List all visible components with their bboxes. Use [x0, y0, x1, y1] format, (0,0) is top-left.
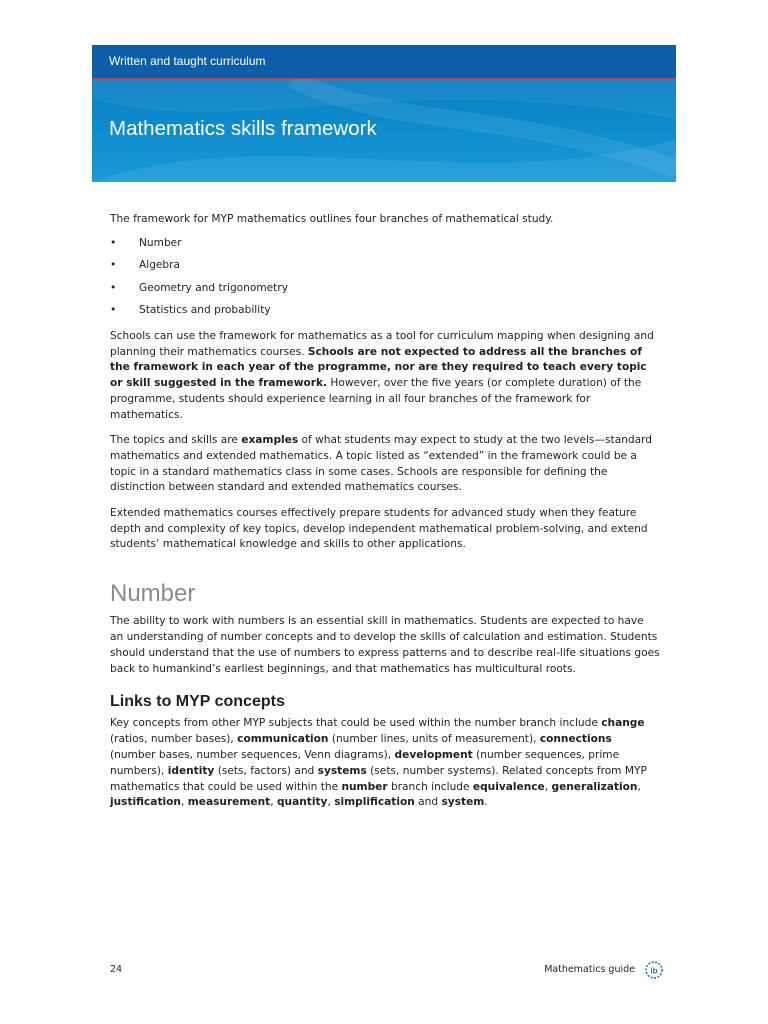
branches-list — [110, 236, 660, 326]
list-item — [110, 281, 660, 304]
text-span: Key concepts from other MYP subjects that could be used within the number branch include — [110, 717, 602, 730]
text-span: Schools can use the framework for mathematics as a tool for curriculum mapping when designing and planning their mathematics courses. — [110, 329, 654, 358]
header-banner — [92, 45, 676, 182]
text-span: , — [637, 780, 641, 793]
text-span: and — [414, 796, 442, 809]
ib-logo-icon — [645, 961, 663, 979]
related-concept: measurement — [187, 796, 271, 809]
related-concept: justification — [110, 796, 181, 809]
branch-label: Statistics and probability — [139, 304, 271, 317]
subheading-links: Links to MYP concepts — [110, 693, 285, 711]
text-span: , — [544, 780, 552, 793]
bullet: • — [110, 304, 117, 317]
intro-paragraph: The framework for MYP mathematics outlines four branches of mathematical study. — [110, 213, 554, 225]
bullet: • — [110, 259, 117, 272]
text-span: of what students may expect to study at the two levels—standard mathematics and extended mathematics. A topic listed as “extended” in the framework could be a topic in a standard mathematics class in some cases. Schools are responsible for defining the distinction between standard and extended mathematics courses. — [110, 434, 653, 494]
number-paragraph: The ability to work with numbers is an essential skill in mathematics. Students are expected to have an understanding of number concepts and to develop the skills of calculation and estimation. Students should understand that the use of numbers to express patterns and to describe real-life situations goes back to humankind’s earliest beginnings, and that mathematics has multicultural roots. — [110, 615, 660, 675]
text-span: The topics and skills are — [110, 434, 242, 447]
text-span: (number bases, number sequences, Venn diagrams), — [110, 748, 395, 761]
key-concept: number — [341, 780, 388, 793]
list-item — [110, 258, 660, 281]
related-concept: equivalence — [472, 780, 545, 793]
branch-label: Geometry and trigonometry — [139, 281, 288, 294]
bullet: • — [110, 281, 117, 294]
text-span: (ratios, number bases), — [110, 733, 238, 746]
text-span: , — [327, 796, 335, 809]
section-label: Written and taught curriculum — [109, 54, 266, 68]
key-concept: identity — [167, 764, 215, 777]
bullet: • — [110, 236, 117, 249]
topics-paragraph — [110, 433, 660, 496]
text-span: (number lines, units of measurement), — [328, 733, 540, 746]
related-concept: simplification — [334, 796, 415, 809]
text-span: (sets, number systems). Related concepts from MYP mathematics that could be used within the — [110, 764, 647, 793]
text-span: . — [484, 796, 488, 809]
framework-usage-paragraph — [110, 329, 660, 424]
links-paragraph — [110, 716, 660, 811]
text-span: , — [180, 796, 188, 809]
text-span: (sets, factors) and — [214, 764, 318, 777]
text-span: branch include — [387, 780, 473, 793]
related-concept: system — [441, 796, 485, 809]
branch-label: Number — [139, 236, 182, 249]
key-concept: systems — [317, 764, 367, 777]
key-concept: communication — [237, 733, 329, 746]
guide-title: Mathematics guide — [544, 964, 635, 975]
related-concept: quantity — [276, 796, 328, 809]
related-concept: generalization — [551, 780, 638, 793]
page-number: 24 — [110, 964, 123, 975]
emphasis-text: Schools are not expected to address all the branches of the framework in each year of the programme, nor are they required to teach every topic or skill suggested in the framework. — [110, 345, 647, 390]
key-concept: connections — [539, 733, 612, 746]
key-concept: development — [394, 748, 473, 761]
main-content — [110, 212, 660, 811]
list-item — [110, 303, 660, 326]
key-concept: change — [601, 717, 645, 730]
svg-text:ib: ib — [650, 966, 658, 976]
text-span: , — [270, 796, 277, 809]
extended-paragraph: Extended mathematics courses effectively prepare students for advanced study when they feature depth and complexity of key topics, develop independent mathematical problem-solving, and extend students’ mathematical knowledge and skills to other applications. — [110, 506, 648, 551]
text-span: However, over the five years (or complete duration) of the programme, students should experience learning in all four branches of the framework for mathematics. — [110, 377, 642, 421]
page-title: Mathematics skills framework — [109, 117, 377, 140]
emphasis-text: examples — [241, 434, 299, 447]
list-item — [110, 236, 660, 259]
text-span: (number sequences, prime numbers), — [110, 748, 620, 777]
section-heading-number: Number — [110, 580, 196, 608]
branch-label: Algebra — [139, 259, 181, 272]
